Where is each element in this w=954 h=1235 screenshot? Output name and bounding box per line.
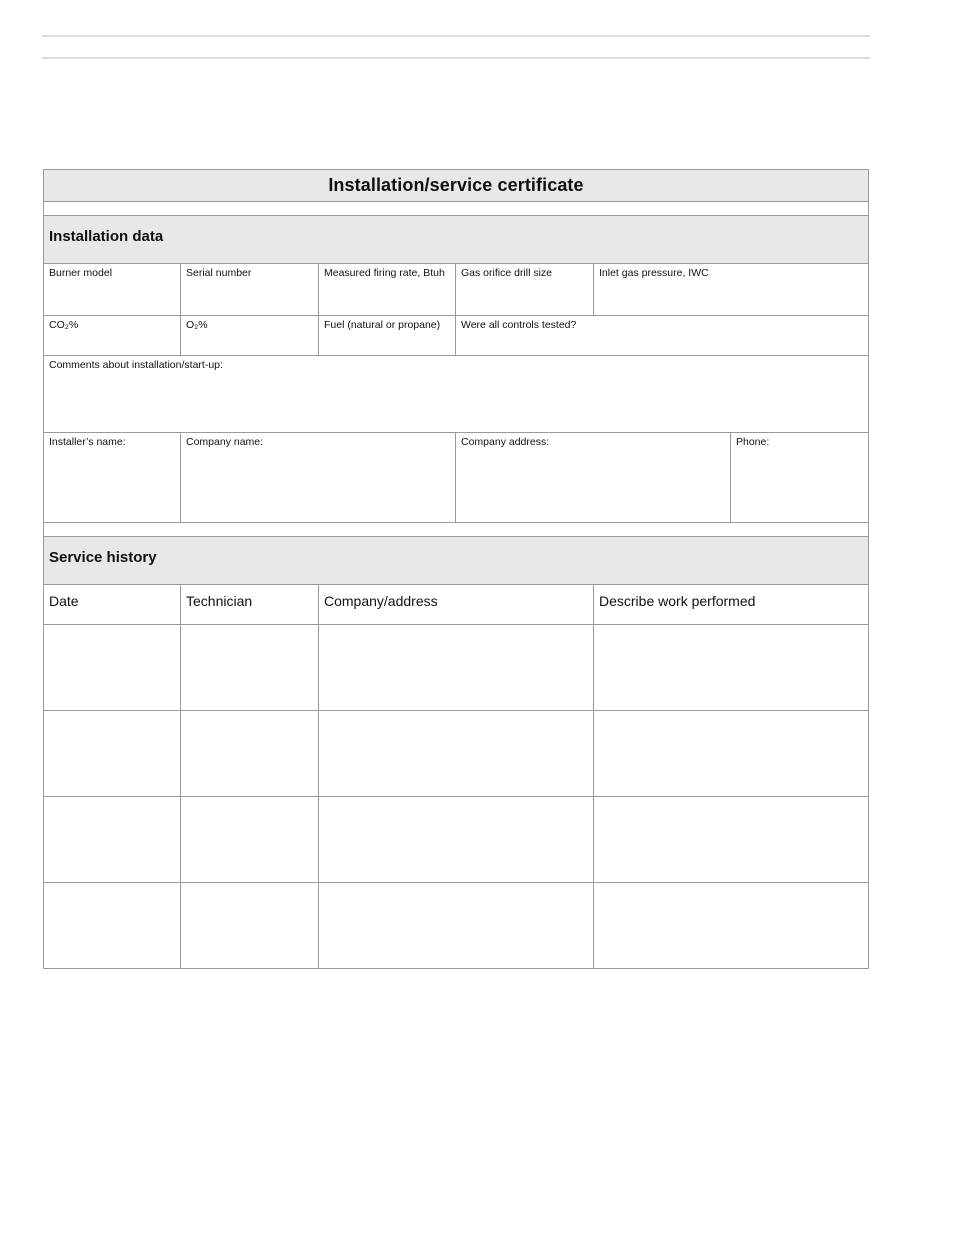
installation-row-4 (44, 433, 868, 523)
service-history-column-headers (44, 585, 868, 625)
company-address-field[interactable]: Company address: (456, 433, 731, 522)
service-history-row (44, 625, 868, 711)
header-rule-bottom (42, 57, 870, 59)
burner-model-field[interactable]: Burner model (44, 264, 181, 315)
work-performed-cell[interactable] (594, 625, 868, 710)
serial-number-field[interactable]: Serial number (181, 264, 319, 315)
work-performed-cell[interactable] (594, 797, 868, 882)
controls-tested-field[interactable]: Were all controls tested? (461, 319, 577, 331)
firing-rate-field[interactable]: Measured firing rate, Btuh (319, 264, 456, 315)
installation-service-certificate (43, 169, 869, 969)
company-address-cell[interactable] (319, 797, 594, 882)
company-address-cell[interactable] (319, 625, 594, 710)
technician-cell[interactable] (181, 711, 319, 796)
installation-data-header (44, 216, 868, 264)
spacer-row (44, 523, 868, 537)
technician-cell[interactable] (181, 883, 319, 968)
work-performed-cell[interactable] (594, 883, 868, 968)
technician-cell[interactable] (181, 797, 319, 882)
date-cell[interactable] (44, 883, 181, 968)
column-header-technician: Technician (181, 585, 319, 624)
phone-field[interactable]: Phone: (736, 436, 770, 448)
service-history-row (44, 797, 868, 883)
service-history-heading: Service history (49, 549, 157, 566)
column-header-work-performed: Describe work performed (599, 593, 756, 609)
header-rule-top (42, 35, 870, 37)
co2-field[interactable]: CO₂% (44, 316, 181, 355)
technician-cell[interactable] (181, 625, 319, 710)
work-performed-cell[interactable] (594, 711, 868, 796)
certificate-title: Installation/service certificate (328, 175, 584, 195)
date-cell[interactable] (44, 625, 181, 710)
spacer-row (44, 202, 868, 216)
column-header-date: Date (44, 585, 181, 624)
certificate-title-band (44, 170, 868, 202)
inlet-gas-pressure-field[interactable]: Inlet gas pressure, IWC (599, 267, 709, 279)
service-history-row (44, 883, 868, 968)
company-address-cell[interactable] (319, 711, 594, 796)
company-address-cell[interactable] (319, 883, 594, 968)
date-cell[interactable] (44, 711, 181, 796)
date-cell[interactable] (44, 797, 181, 882)
column-header-company-address: Company/address (319, 585, 594, 624)
installation-row-2 (44, 316, 868, 356)
installation-row-3 (44, 356, 868, 433)
o2-field[interactable]: O₂% (181, 316, 319, 355)
service-history-header (44, 537, 868, 585)
fuel-type-field[interactable]: Fuel (natural or propane) (319, 316, 456, 355)
installation-data-heading: Installation data (49, 228, 164, 245)
company-name-field[interactable]: Company name: (181, 433, 456, 522)
installer-name-field[interactable]: Installer’s name: (44, 433, 181, 522)
installation-row-1 (44, 264, 868, 316)
comments-field[interactable]: Comments about installation/start-up: (49, 359, 223, 371)
gas-orifice-field[interactable]: Gas orifice drill size (456, 264, 594, 315)
service-history-row (44, 711, 868, 797)
